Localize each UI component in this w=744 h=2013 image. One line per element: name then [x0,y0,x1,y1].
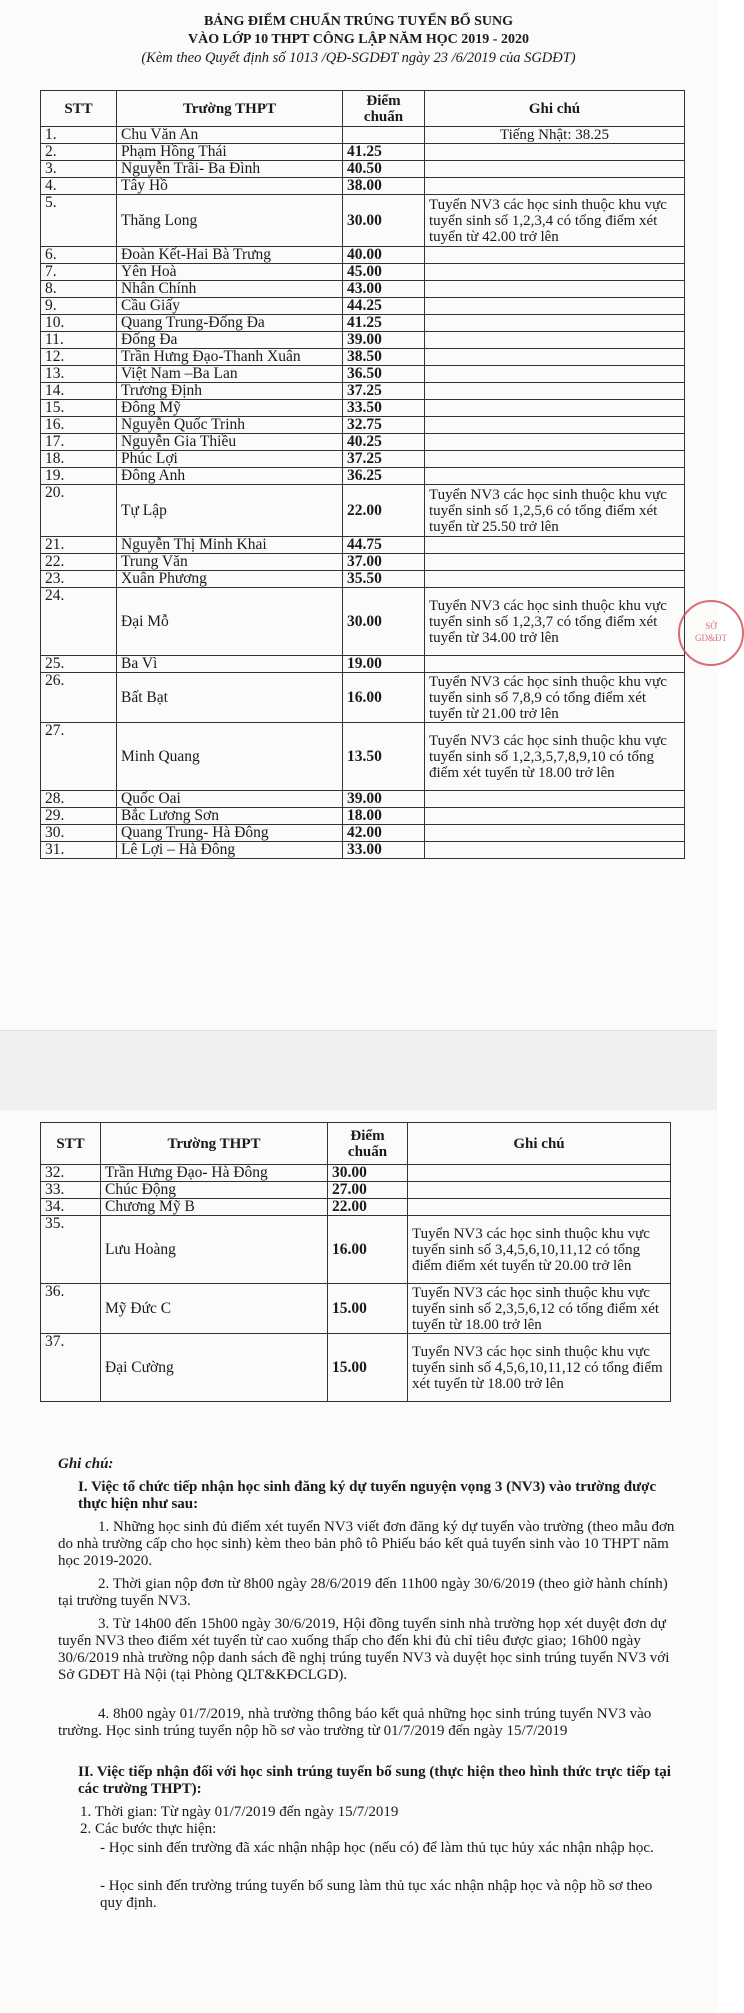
school-cell: Tây Hồ [117,178,343,195]
stt-cell: 21. [41,537,117,554]
school-cell: Nguyễn Gia Thiều [117,434,343,451]
page-1 [0,0,727,1030]
note-cell [425,808,685,825]
stt-cell: 24. [41,588,117,656]
score-cell: 16.00 [343,673,425,723]
red-seal-stamp: SỞ GD&ĐT [678,600,744,666]
school-cell: Trần Hưng Đạo-Thanh Xuân [117,349,343,366]
bullet-1: - Học sinh đến trường đã xác nhận nhập học (nếu có) để làm thủ tục hủy xác nhận nhập học. [100,1840,654,1856]
school-cell: Đại Mỗ [117,588,343,656]
note-cell: Tuyển NV3 các học sinh thuộc khu vực tuyển sinh số 4,5,6,10,11,12 có tổng điểm xét tuyển từ 18.00 trở lên [408,1334,671,1402]
score-cell: 43.00 [343,281,425,298]
stt-cell: 8. [41,281,117,298]
note-cell: Tiếng Nhật: 38.25 [425,127,685,144]
col-score: Điểm chuẩn [328,1123,408,1165]
school-cell: Phúc Lợi [117,451,343,468]
score-cell: 18.00 [343,808,425,825]
table-row [41,383,685,400]
school-cell: Yên Hoà [117,264,343,281]
stt-cell: 10. [41,315,117,332]
col-school: Trường THPT [117,91,343,127]
score-cell [343,127,425,144]
table-row [41,417,685,434]
score-cell: 40.00 [343,247,425,264]
school-cell: Đông Mỹ [117,400,343,417]
school-cell: Quốc Oai [117,791,343,808]
page-gap [0,1030,717,1112]
stt-cell: 20. [41,485,117,537]
score-cell: 42.00 [343,825,425,842]
col-stt: STT [41,1123,101,1165]
stt-cell: 5. [41,195,117,247]
table-row [41,144,685,161]
school-cell: Mỹ Đức C [101,1284,328,1334]
table-row [41,247,685,264]
school-cell: Nguyễn Trãi- Ba Đình [117,161,343,178]
score-cell: 32.75 [343,417,425,434]
school-cell: Lưu Hoàng [101,1216,328,1284]
score-cell: 15.00 [328,1334,408,1402]
stt-cell: 3. [41,161,117,178]
table-row [41,791,685,808]
section-2-title: II. Việc tiếp nhận đối với học sinh trúng tuyển bổ sung (thực hiện theo hình thức trực tiếp tại các trường THPT): [78,1764,671,1797]
table-row [41,554,685,571]
section-2-item-2: 2. Các bước thực hiện: [80,1821,217,1837]
score-cell: 30.00 [328,1165,408,1182]
school-cell: Bất Bạt [117,673,343,723]
note-cell [408,1165,671,1182]
school-cell: Nguyễn Thị Minh Khai [117,537,343,554]
stt-cell: 22. [41,554,117,571]
score-cell: 30.00 [343,195,425,247]
note-cell [425,315,685,332]
paragraph-1: 1. Những học sinh đủ điểm xét tuyển NV3 viết đơn đăng ký dự tuyển vào trường (theo mẫu đơn do nhà trường cấp cho học sinh) kèm theo bản phô tô Phiếu báo kết quả tuyển sinh vào 10 THPT năm học 2019-2020. [58,1519,675,1569]
stt-cell: 1. [41,127,117,144]
note-cell [425,264,685,281]
note-cell [425,366,685,383]
score-cell: 35.50 [343,571,425,588]
stt-cell: 28. [41,791,117,808]
paragraph-4: 4. 8h00 ngày 01/7/2019, nhà trường thông báo kết quả những học sinh trúng tuyển NV3 vào trường. Học sinh trúng tuyển nộp hồ sơ vào trường từ 01/7/2019 đến ngày 15/7/2019 [58,1706,652,1739]
score-table-1 [40,90,685,859]
paragraph-2: 2. Thời gian nộp đơn từ 8h00 ngày 28/6/2019 đến 11h00 ngày 30/6/2019 (theo giờ hành chính) tại trường tuyển NV3. [58,1576,668,1609]
table-row [41,1165,671,1182]
note-cell: Tuyển NV3 các học sinh thuộc khu vực tuyển sinh số 1,2,3,7 có tổng điểm xét tuyển từ 34.00 trở lên [425,588,685,656]
notes-heading: Ghi chú: [58,1456,114,1472]
note-cell [425,468,685,485]
school-cell: Cầu Giấy [117,298,343,315]
stt-cell: 12. [41,349,117,366]
note-cell [425,825,685,842]
score-cell: 36.50 [343,366,425,383]
school-cell: Chương Mỹ B [101,1199,328,1216]
title-line-1: BẢNG ĐIỂM CHUẨN TRÚNG TUYỂN BỔ SUNG [203,14,514,29]
stt-cell: 26. [41,673,117,723]
score-cell: 19.00 [343,656,425,673]
stt-cell: 29. [41,808,117,825]
stt-cell: 15. [41,400,117,417]
score-cell: 45.00 [343,264,425,281]
table-header-row [41,1123,671,1165]
score-cell: 39.00 [343,791,425,808]
stt-cell: 19. [41,468,117,485]
table-row [41,178,685,195]
table-header-row [41,91,685,127]
score-cell: 44.75 [343,537,425,554]
table-row [41,1334,671,1402]
table-row [41,1216,671,1284]
note-cell [425,281,685,298]
note-cell [425,656,685,673]
page-2 [0,1110,717,2013]
score-cell: 40.50 [343,161,425,178]
stt-cell: 17. [41,434,117,451]
col-stt: STT [41,91,117,127]
table-row [41,195,685,247]
stt-cell: 4. [41,178,117,195]
section-2-item-1: 1. Thời gian: Từ ngày 01/7/2019 đến ngày 15/7/2019 [80,1804,399,1820]
table-row [41,332,685,349]
stt-cell: 18. [41,451,117,468]
table-row [41,656,685,673]
school-cell: Quang Trung-Đống Đa [117,315,343,332]
title-line-2: VÀO LỚP 10 THPT CÔNG LẬP NĂM HỌC 2019 - 2020 [188,32,529,47]
table-row [41,366,685,383]
stt-cell: 2. [41,144,117,161]
note-cell [408,1199,671,1216]
table-row [41,451,685,468]
table-row [41,349,685,366]
col-school: Trường THPT [101,1123,328,1165]
section-1-title: I. Việc tổ chức tiếp nhận học sinh đăng ký dự tuyển nguyện vọng 3 (NV3) vào trường được thực hiện như sau: [78,1479,657,1512]
score-cell: 13.50 [343,723,425,791]
table-row [41,1182,671,1199]
school-cell: Trương Định [117,383,343,400]
stt-cell: 7. [41,264,117,281]
score-cell: 15.00 [328,1284,408,1334]
score-cell: 37.25 [343,383,425,400]
table-row [41,264,685,281]
school-cell: Quang Trung- Hà Đông [117,825,343,842]
note-cell: Tuyển NV3 các học sinh thuộc khu vực tuyển sinh số 1,2,3,4 có tổng điểm xét tuyển từ 42.00 trở lên [425,195,685,247]
school-cell: Đống Đa [117,332,343,349]
score-cell: 39.00 [343,332,425,349]
score-cell: 33.50 [343,400,425,417]
school-cell: Tự Lập [117,485,343,537]
school-cell: Bắc Lương Sơn [117,808,343,825]
table-row [41,825,685,842]
note-cell: Tuyển NV3 các học sinh thuộc khu vực tuyển sinh số 7,8,9 có tổng điểm xét tuyển từ 21.00 trở lên [425,673,685,723]
note-cell: Tuyển NV3 các học sinh thuộc khu vực tuyển sinh số 1,2,5,6 có tổng điểm xét tuyển từ 25.50 trở lên [425,485,685,537]
stt-cell: 36. [41,1284,101,1334]
col-note: Ghi chú [408,1123,671,1165]
score-cell: 38.50 [343,349,425,366]
school-cell: Nguyễn Quốc Trinh [117,417,343,434]
school-cell: Nhân Chính [117,281,343,298]
note-cell [425,791,685,808]
table-row [41,434,685,451]
score-cell: 41.25 [343,315,425,332]
note-cell [425,434,685,451]
table-row [41,571,685,588]
table-row [41,468,685,485]
score-cell: 22.00 [328,1199,408,1216]
school-cell: Chu Văn An [117,127,343,144]
score-table-2 [40,1122,671,1402]
school-cell: Việt Nam –Ba Lan [117,366,343,383]
school-cell: Trung Văn [117,554,343,571]
school-cell: Đoàn Kết-Hai Bà Trưng [117,247,343,264]
note-cell [425,349,685,366]
score-cell: 44.25 [343,298,425,315]
stt-cell: 11. [41,332,117,349]
table-row [41,298,685,315]
stt-cell: 25. [41,656,117,673]
score-cell: 30.00 [343,588,425,656]
stt-cell: 27. [41,723,117,791]
school-cell: Phạm Hồng Thái [117,144,343,161]
note-cell [425,144,685,161]
stt-cell: 34. [41,1199,101,1216]
score-cell: 36.25 [343,468,425,485]
school-cell: Chúc Động [101,1182,328,1199]
note-cell [425,400,685,417]
school-cell: Minh Quang [117,723,343,791]
score-cell: 38.00 [343,178,425,195]
stt-cell: 33. [41,1182,101,1199]
note-cell [425,161,685,178]
note-cell: Tuyển NV3 các học sinh thuộc khu vực tuyển sinh số 1,2,3,5,7,8,9,10 có tổng điểm xét tuyển từ 18.00 trở lên [425,723,685,791]
table-row [41,1284,671,1334]
table-row [41,808,685,825]
school-cell: Ba Vì [117,656,343,673]
score-cell: 37.00 [343,554,425,571]
table-row [41,842,685,859]
note-cell [425,178,685,195]
table-row [41,161,685,178]
stt-cell: 13. [41,366,117,383]
bullet-2: - Học sinh đến trường trúng tuyển bổ sung làm thủ tục xác nhận nhập học và nộp hồ sơ theo quy định. [100,1878,653,1911]
note-cell [408,1182,671,1199]
table-row [41,315,685,332]
score-cell: 40.25 [343,434,425,451]
score-cell: 27.00 [328,1182,408,1199]
table-row [41,485,685,537]
note-cell [425,451,685,468]
stt-cell: 32. [41,1165,101,1182]
decision-subtitle: (Kèm theo Quyết định số 1013 /QĐ-SGDĐT ngày 23 /6/2019 của SGDĐT) [141,50,576,66]
note-cell [425,247,685,264]
note-cell [425,537,685,554]
table-row [41,1199,671,1216]
stt-cell: 31. [41,842,117,859]
score-cell: 41.25 [343,144,425,161]
score-cell: 16.00 [328,1216,408,1284]
table-row [41,281,685,298]
note-cell [425,298,685,315]
school-cell: Xuân Phương [117,571,343,588]
table-row [41,673,685,723]
stt-cell: 35. [41,1216,101,1284]
school-cell: Trần Hưng Đạo- Hà Đông [101,1165,328,1182]
stt-cell: 30. [41,825,117,842]
stt-cell: 16. [41,417,117,434]
stt-cell: 37. [41,1334,101,1402]
note-cell [425,383,685,400]
stt-cell: 14. [41,383,117,400]
stt-cell: 23. [41,571,117,588]
table-row [41,127,685,144]
table-row [41,588,685,656]
note-cell [425,417,685,434]
note-cell [425,332,685,349]
paragraph-3: 3. Từ 14h00 đến 15h00 ngày 30/6/2019, Hội đồng tuyển sinh nhà trường họp xét duyệt đơn dự tuyển NV3 theo điểm xét tuyển từ cao xuống thấp cho đến khi đủ chỉ tiêu được giao; 16h00 ngày 30/6/2019 nhà trường nộp danh sách đề nghị trúng tuyển NV3 và duyệt học sinh trúng tuyển NV3 với Sở GDĐT Hà Nội (tại Phòng QLT&KĐCLGD). [58,1616,670,1683]
table-row [41,537,685,554]
score-cell: 37.25 [343,451,425,468]
stt-cell: 9. [41,298,117,315]
school-cell: Đại Cường [101,1334,328,1402]
col-score: Điểm chuẩn [343,91,425,127]
school-cell: Thăng Long [117,195,343,247]
stt-cell: 6. [41,247,117,264]
table-row [41,400,685,417]
note-cell [425,554,685,571]
school-cell: Lê Lợi – Hà Đông [117,842,343,859]
note-cell: Tuyển NV3 các học sinh thuộc khu vực tuyển sinh số 3,4,5,6,10,11,12 có tổng điểm điểm xét tuyển từ 20.00 trở lên [408,1216,671,1284]
col-note: Ghi chú [425,91,685,127]
note-cell: Tuyển NV3 các học sinh thuộc khu vực tuyển sinh số 2,3,5,6,12 có tổng điểm xét tuyển từ 18.00 trở lên [408,1284,671,1334]
school-cell: Đông Anh [117,468,343,485]
score-cell: 33.00 [343,842,425,859]
score-cell: 22.00 [343,485,425,537]
note-cell [425,842,685,859]
note-cell [425,571,685,588]
table-row [41,723,685,791]
